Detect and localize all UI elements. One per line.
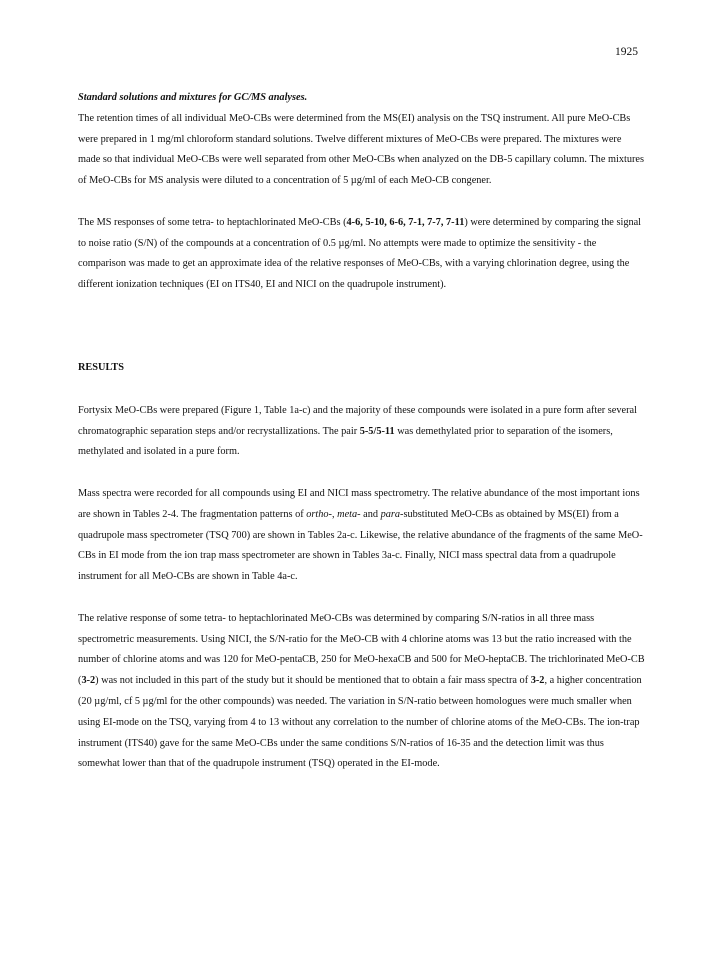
- text-run: Mass spectra were recorded for all compounds using EI and NICI mass spectrometry. The relative abundance of the most important ions are shown in Tables 2-4. The fragmentation patterns of: [78, 487, 640, 520]
- page-number: 1925: [615, 46, 638, 58]
- text-run: The relative response of some tetra- to heptachlorinated MeO-CBs was determined by comparing S/N-ratios in all three mass spectrometric measurements. Using NICI, the S/N-ratio for the MeO-CB with 4 chlorine atoms was 13 but the ratio increased with the number of chlorine atoms and was 120 for MeO-pentaCB, 250 for MeO-hexaCB and 500 for MeO-heptaCB. The trichlorinated MeO-CB (: [78, 612, 645, 687]
- text-run: The MS responses of some tetra- to heptachlorinated MeO-CBs (: [78, 216, 347, 228]
- text-run: and: [360, 508, 381, 520]
- paragraph-standard-solutions: The retention times of all individual MeO-CBs were determined from the MS(EI) analysis on the TSQ instrument. All pure MeO-CBs were prepared in 1 mg/ml chloroform standard solutions. Twelve different mixtures of MeO-CBs were prepared. The mixtures were made so that individual MeO-CBs were well separated from other MeO-CBs when analyzed on the DB-5 capillary column. The mixtures of MeO-CBs for MS analysis were diluted to a concentration of 5 µg/ml of each MeO-CB congener.: [78, 112, 644, 187]
- compound-id: 3-2: [81, 675, 96, 687]
- text-run: was demethylated prior to separation of the isomers, methylated and isolated in a pure form.: [78, 425, 613, 458]
- results-heading: RESULTS: [78, 361, 124, 373]
- term-meta: meta-: [337, 508, 361, 520]
- paragraph-ms-responses: [78, 213, 646, 296]
- paragraph-preparation: [78, 401, 646, 463]
- term-ortho: ortho-: [306, 508, 332, 520]
- compound-pair: 5-5/5-11: [359, 425, 395, 437]
- compound-id: 3-2: [530, 675, 545, 687]
- text-run: Fortysix MeO-CBs were prepared (Figure 1, Table 1a-c) and the majority of these compounds were isolated in a pure form after several chromatographic separation steps and/or recrystallizations. The pair: [78, 404, 637, 437]
- page-body: [78, 88, 646, 775]
- compound-list: 4-6, 5-10, 6-6, 7-1, 7-7, 7-11: [346, 216, 465, 228]
- term-para: para-: [380, 508, 404, 520]
- text-run: , a higher concentration (20 µg/ml, cf 5 µg/ml for the other compounds) was needed. The variation in S/N-ratio between homologues were much smaller when using EI-mode on the TSQ, varying from 4 to 13 without any correlation to the number of chlorine atoms of the MeO-CBs. The ion-trap instrument (ITS40) gave for the same MeO-CBs under the same conditions S/N-ratios of 16-35 and the detection limit was thus somewhat lower than that of the quadrupole instrument (TSQ) operated in the EI-mode.: [78, 675, 642, 770]
- text-run: ) were determined by comparing the signal to noise ratio (S/N) of the compounds at a concentration of 0.5 µg/ml. No attempts were made to optimize the sensitivity - the comparison was made to get an approximate idea of the relative responses of MeO-CBs, with a varying chlorination degree, using the different ionization techniques (EI on ITS40, EI and NICI on the quadrupole instrument).: [78, 216, 642, 291]
- text-run: ,: [331, 508, 338, 520]
- text-run: substituted MeO-CBs as obtained by MS(EI) from a quadrupole mass spectrometer (TSQ 700) are shown in Tables 2a-c. Likewise, the relative abundance of the fragments of the same MeO-CBs in EI mode from the ion trap mass spectrometer are shown in Tables 3a-c. Finally, NICI mass spectral data from a quadrupole instrument for all MeO-CBs are shown in Table 4a-c.: [78, 508, 643, 583]
- paragraph-relative-response: [78, 609, 646, 775]
- text-run: ) was not included in this part of the study but it should be mentioned that to obtain a fair mass spectra of: [95, 675, 531, 687]
- section-heading: Standard solutions and mixtures for GC/MS analyses.: [78, 92, 308, 103]
- paragraph-mass-spectra: [78, 484, 646, 588]
